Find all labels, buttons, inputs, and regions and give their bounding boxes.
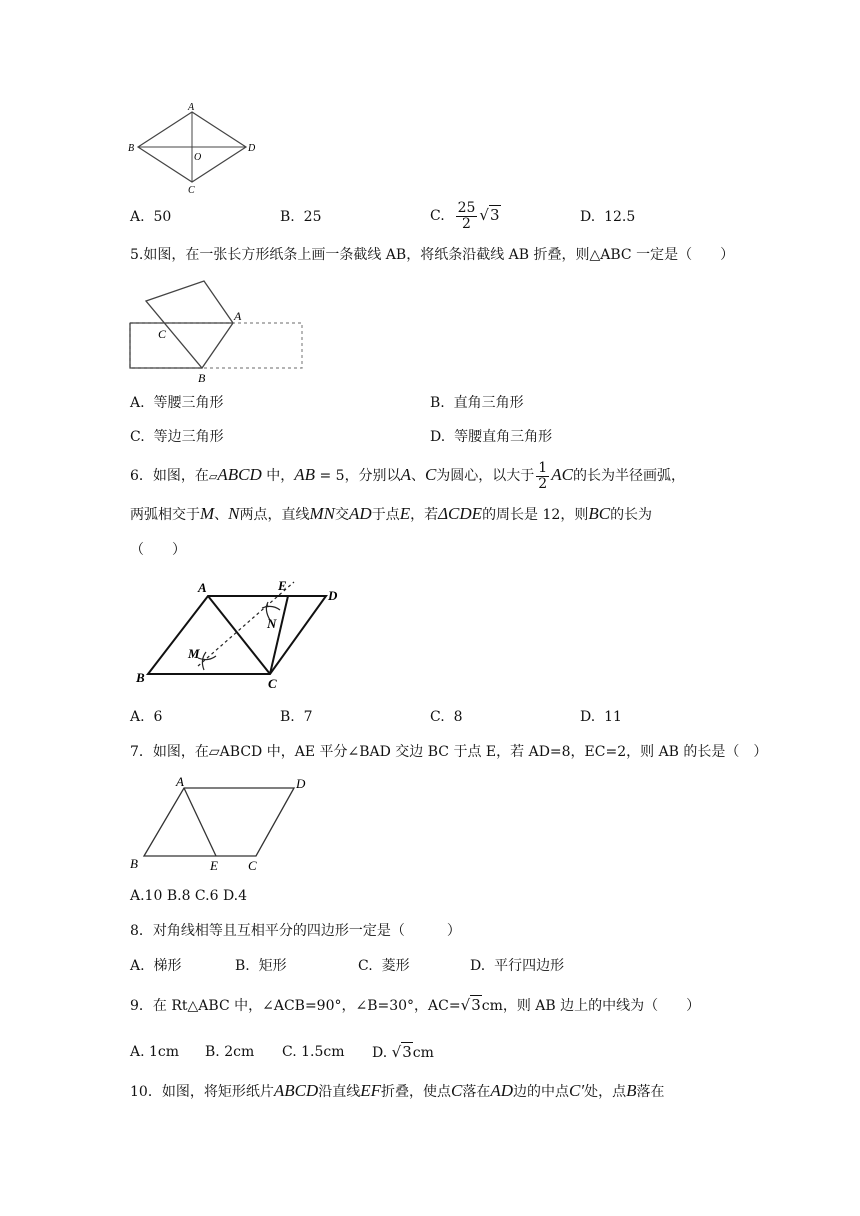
q5-stem: 5.如图，在一张长方形纸条上画一条截线 AB，将纸条沿截线 AB 折叠，则△ABC 一定是（ ）	[130, 247, 735, 263]
q4-label-c: C	[188, 185, 195, 196]
q8-option-a: A. 梯形	[130, 958, 182, 974]
q6-parallelogram-figure	[130, 574, 355, 689]
q7-stem: 7．如图，在▱ABCD 中，AE 平分∠BAD 交边 BC 于点 E，若 AD=8，EC=2，则 AB 的长是（ ）	[130, 744, 768, 760]
q9-option-d: D. √3cm	[372, 1043, 434, 1061]
q4-option-b: B. 25	[280, 209, 322, 225]
q9-stem: 9．在 Rt△ABC 中，∠ACB=90°，∠B=30°，AC=√3cm，则 AB 边上的中线为（ ）	[130, 996, 701, 1014]
q6-option-b: B. 7	[280, 709, 313, 725]
q9-option-a: A. 1cm	[130, 1044, 180, 1060]
q5-option-c: C. 等边三角形	[130, 429, 224, 445]
q6-option-d: D. 11	[580, 709, 622, 725]
q8-stem: 8．对角线相等且互相平分的四边形一定是（ ）	[130, 923, 461, 939]
q6-label-e: E	[278, 578, 287, 593]
q7-options: A.10 B.8 C.6 D.4	[130, 888, 248, 904]
q5-label-a: A	[234, 309, 242, 323]
q6-label-b: B	[136, 670, 145, 685]
q7-label-d: D	[296, 776, 306, 791]
q4-label-b: B	[128, 143, 135, 154]
q8-option-c: C. 菱形	[358, 958, 410, 974]
q5-fold-figure	[122, 268, 307, 386]
q6-option-c: C. 8	[430, 709, 463, 725]
q4-option-c-fraction: $\frac{25}{2}$	[457, 199, 476, 232]
q6-stem-line1: 6．如图，在▱ABCD 中，AB = 5，分别以A、C为圆心，以大于 $\frac{1}{2}$ AC的长为半径画弧，	[130, 459, 685, 492]
q7-label-e: E	[210, 858, 218, 873]
q5-label-b: B	[198, 371, 206, 385]
q8-option-b: B. 矩形	[235, 958, 287, 974]
q8-option-d: D. 平行四边形	[470, 958, 565, 974]
q6-label-a: A	[198, 580, 207, 595]
q6-stem-line3: （ ）	[130, 542, 186, 558]
q9-option-b: B. 2cm	[205, 1044, 255, 1060]
q5-option-b: B. 直角三角形	[430, 395, 524, 411]
q6-label-n: N	[267, 616, 277, 631]
q5-option-a: A. 等腰三角形	[130, 395, 224, 411]
q7-parallelogram-figure	[124, 774, 324, 874]
q9-option-c: C. 1.5cm	[282, 1044, 345, 1060]
q4-label-o: O	[194, 152, 202, 163]
q6-option-a: A. 6	[130, 709, 163, 725]
q5-option-d: D. 等腰直角三角形	[430, 429, 553, 445]
q7-label-b: B	[130, 856, 138, 871]
q6-label-d: D	[328, 588, 338, 603]
q4-option-c-sqrt: √3	[479, 206, 500, 224]
q4-label-d: D	[248, 143, 256, 154]
q9-stem-sqrt: √3	[460, 996, 481, 1014]
q10-stem: 10．如图，将矩形纸片ABCD沿直线EF折叠，使点C落在AD边的中点C′处，点B落在	[130, 1081, 665, 1100]
q5-label-c: C	[158, 327, 167, 341]
q6-stem-line2: 两弧相交于M、N两点，直线MN交AD于点E，若ΔCDE的周长是 12，则BC的长为	[130, 504, 653, 523]
q4-option-c: C. $\frac{25}{2}$ √3	[430, 196, 501, 235]
q4-label-a: A	[188, 102, 195, 113]
q4-rhombus-figure	[120, 100, 270, 200]
q9-option-d-sqrt: √3	[391, 1043, 412, 1061]
q6-label-c: C	[268, 676, 277, 689]
parallelogram-symbol: ▱	[208, 470, 218, 483]
q6-half-fraction: $\frac{1}{2}$	[538, 459, 548, 492]
q4-option-a: A. 50	[130, 209, 172, 225]
q4-option-d: D. 12.5	[580, 209, 636, 225]
q6-label-m: M	[188, 646, 200, 661]
q7-label-a: A	[176, 774, 184, 789]
q7-label-c: C	[248, 858, 257, 873]
